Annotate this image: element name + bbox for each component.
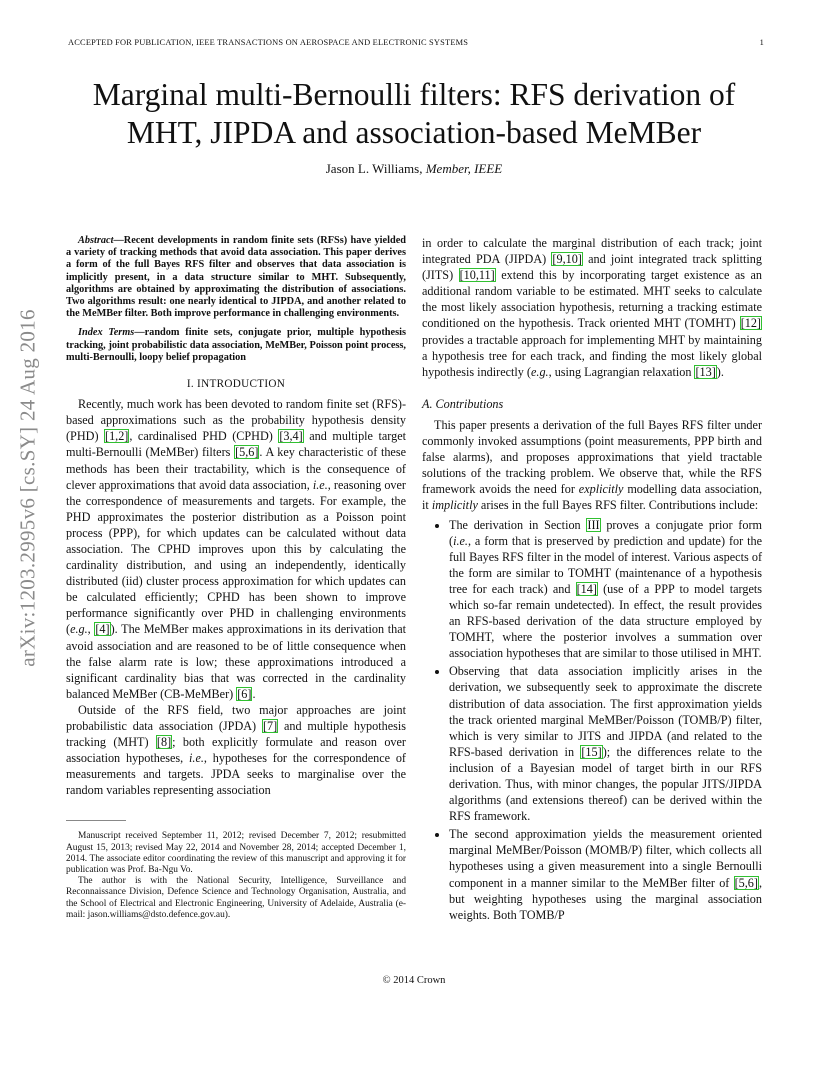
page-number: 1 xyxy=(759,38,764,47)
arxiv-identifier: arXiv:1203.2995v6 [cs.SY] 24 Aug 2016 xyxy=(15,309,40,667)
author-line xyxy=(0,161,828,177)
citation-link[interactable]: [4] xyxy=(95,622,110,637)
abstract-label: Abstract xyxy=(78,235,114,246)
section-link[interactable]: III xyxy=(587,517,600,532)
author-affiliation: Member, IEEE xyxy=(425,161,503,176)
title-line-1: Marginal multi-Bernoulli filters: RFS derivation of xyxy=(92,77,736,112)
intro-paragraph-2: Outside of the RFS field, two major approaches are joint probabilistic data association (JPDA) [7] and multiple hypothesis tracking (MHT) [8]; both explicitly formulate and reason over association hypotheses, i.e., hypotheses for the correspondence of measurements and targets. JPDA seeks to marginalise over the random variables representing association xyxy=(66,702,406,798)
citation-link[interactable]: [7] xyxy=(262,719,278,733)
running-header xyxy=(68,38,764,47)
citation-link[interactable]: [13] xyxy=(695,364,716,379)
footnote-author: The author is with the National Security, Intelligence, Surveillance and Reconnaissance Division, Defence Science and Technology Organisation, Australia, and the School of Electrical and Electronic Engineering, University of Adelaide, Australia (e-mail: jason.williams@dsto.defence.gov.au). xyxy=(66,876,406,920)
citation-link[interactable]: [3,4] xyxy=(279,429,303,444)
abstract xyxy=(66,235,406,320)
index-terms-label: Index Terms xyxy=(78,327,135,339)
title-line-2: MHT, JIPDA and association-based MeMBer xyxy=(126,115,702,150)
running-head-text: ACCEPTED FOR PUBLICATION, IEEE TRANSACTIONS ON AEROSPACE AND ELECTRONIC SYSTEMS xyxy=(68,38,469,47)
citation-link[interactable]: [6] xyxy=(237,686,252,701)
citation-link[interactable]: [5,6] xyxy=(734,875,758,890)
left-column xyxy=(66,235,406,921)
paper-title xyxy=(40,76,788,152)
section-heading-introduction: I. INTRODUCTION xyxy=(186,378,286,391)
list-item: • The derivation in Section III proves a conjugate prior form (i.e., a form that is preserved by prediction and update) for the full Bayes RFS filter in the model of interest. Various aspects of the form are similar to TOMHT (maintenance of a hypothesis tree for each track) and [14] (use of a PPP to model targets which so-far remain undetected). In effect, the result provides an RFS-based derivation of the data structure employed by TOMHT, where the posterior involves a summation over association hypotheses that are similar to those utilised in MHT. xyxy=(449,517,762,662)
citation-link[interactable]: [14] xyxy=(576,581,597,596)
list-item: • Observing that data association implicitly arises in the derivation, we subsequently seek to approximate the discrete distribution of data association. The first approximation yields the track oriented marginal MeMBer/Poisson (TOMB/P) filter, which is very similar to JITS and JIPDA (and related to the RFS-based derivation in [15]); the differences relate to the inclusion of a Bayesian model of target birth in our RFS derivation. Thus, with minor changes, the popular JITS/JIPDA algorithms (and extensions thereof) can be derived within the RFS framework. xyxy=(449,663,762,824)
contributions-list xyxy=(422,517,762,923)
citation-link[interactable]: [8] xyxy=(156,735,172,750)
arxiv-sidebar xyxy=(8,288,48,688)
citation-link[interactable]: [12] xyxy=(740,316,761,331)
citation-link[interactable]: [9,10] xyxy=(552,252,582,267)
list-item: • The second approximation yields the measurement oriented marginal MeMBer/Poisson (MOMB/P) filter, which collects all hypotheses using a given measurement into a single Bernoulli component in a manner similar to the MeMBer filter of [5,6], but weighting hypotheses using the marginal association weights. Both TOMB/P xyxy=(449,826,762,923)
contributions-paragraph: This paper presents a derivation of the full Bayes RFS filter under commonly invoked assumptions (point measurements, PPP birth and false alarms), and proposes approximations that yield tractable solutions of the tracking problem. We observe that, while the RFS framework avoids the need for explicitly modelling data association, it implicitly arises in the full Bayes RFS filter. Contributions include: xyxy=(422,417,763,513)
index-terms-text: —random finite sets, conjugate prior, multiple hypothesis tracking, joint probabilistic data association, MeMBer, Poisson point process, multi-Bernoulli, loopy belief propagation xyxy=(66,327,406,363)
intro-paragraph-1: Recently, much work has been devoted to random finite set (RFS)-based approximations such as the probability hypothesis density (PHD) [1,2], cardinalised PHD (CPHD) [3,4] and multiple target multi-Bernoulli (MeMBer) filters [5,6]. A key characteristic of these methods has been their tractability, which is the consequence of clever approximations that avoid data association, i.e., reasoning over the correspondence of measurements and targets. For example, the PHD approximates the posterior distribution as a Poisson point process (PPP), for which updates can be calculated without data association. The CPHD improves upon this by calculating the cardinality distribution, and using an independently, identically distributed (iid) cluster process approximation for which updates can be calculated efficiently; CPHD has been shown to improve performance significantly over PHD in challenging environments (e.g., [4]). The MeMBer makes approximations in its derivation that avoid association and are reasoned to be of little consequence when the false alarm rate is low; these approximations introduced a significant cardinality bias that was corrected in the cardinality balanced MeMBer (CB-MeMBer) [6]. xyxy=(66,397,406,701)
subsection-heading-contributions: A. Contributions xyxy=(422,396,504,411)
footnote-manuscript: Manuscript received September 11, 2012; revised December 7, 2012; resubmitted August 15, 2013; revised May 22, 2014 and November 28, 2014; accepted December 1, 2014. The associate editor coordinating the review of this manuscript and approving it for publication was Prof. Ba-Ngu Vo. xyxy=(66,831,406,876)
index-terms xyxy=(66,327,406,364)
footnote-divider xyxy=(66,820,126,821)
citation-link[interactable]: [15] xyxy=(581,744,602,759)
right-paragraph-1: in order to calculate the marginal distribution of each track; joint integrated PDA (JIPDA) [9,10] and joint integrated track splitting (JITS) [10,11] extend this by incorporating target existence as an additional random variable to be estimated. MHT seeks to calculate the most likely association hypothesis, returning a tracking estimate conditioned on the hypothesis. Track oriented MHT (TOMHT) [12] provides a tractable approach for implementing MHT by maintaining a hypothesis tree for each track, and finding the most likely global hypothesis indirectly (e.g., using Lagrangian relaxation [13]). xyxy=(422,236,762,379)
right-column xyxy=(422,235,762,925)
citation-link[interactable]: [5,6] xyxy=(235,445,259,460)
citation-link[interactable]: [10,11] xyxy=(459,268,495,283)
citation-link[interactable]: [1,2] xyxy=(105,429,129,444)
author-name: Jason L. Williams, xyxy=(325,161,423,176)
copyright-notice: © 2014 Crown xyxy=(382,975,446,986)
abstract-text: —Recent developments in random finite sets (RFSs) have yielded a variety of tracking methods that avoid data association. This paper derives a form of the full Bayes RFS filter and observes that data association is implicitly present, in a data structure similar to MHT. Subsequently, algorithms are obtained by approximating the distribution of associations. Two algorithms result: one nearly identical to JIPDA, and another related to the MeMBer filter. Both improve performance in challenging environments. xyxy=(66,235,406,320)
